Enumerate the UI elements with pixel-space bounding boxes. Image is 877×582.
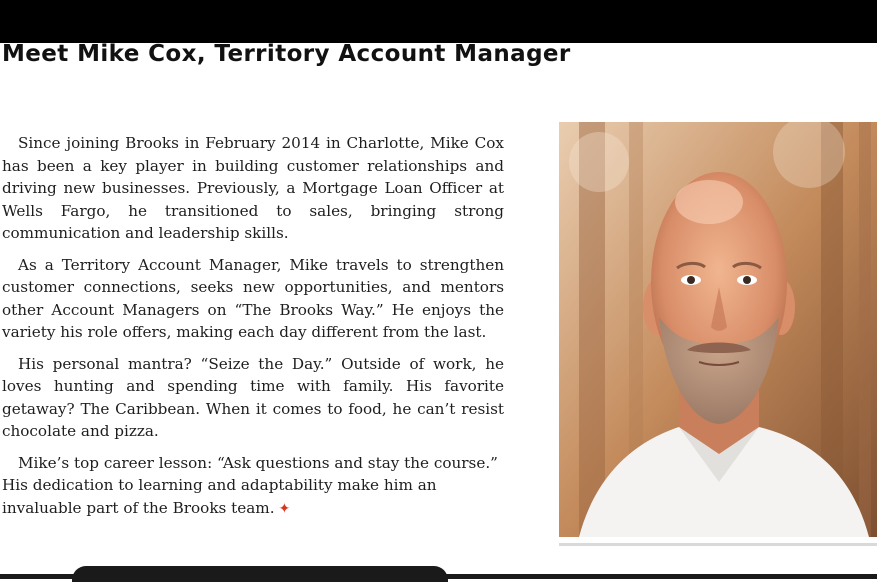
paragraph-2: As a Territory Account Manager, Mike travels to strengthen customer connections, seeks new opportunities, and mentors other Account Managers on “The Brooks Way.” He enjoys the variety his role offers, making each day different from the last.	[2, 255, 504, 341]
paragraph-4-text: Mike’s top career lesson: “Ask questions and stay the course.” His dedication to learning and adaptability make him an invaluable part of the Brooks team.	[2, 453, 498, 517]
paragraph-3: His personal mantra? “Seize the Day.” Outside of work, he loves hunting and spending time with family. His favorite getaway? The Caribbean. When it comes to food, he can’t resist chocolate and pizza.	[2, 354, 504, 440]
paragraph-4	[2, 452, 504, 521]
portrait-photo	[559, 122, 877, 537]
paragraph-1: Since joining Brooks in February 2014 in Charlotte, Mike Cox has been a key player in building customer relationships and driving new businesses. Previously, a Mortgage Loan Officer at Wells Fargo, he transitioned to sales, bringing strong communication and leadership skills.	[2, 134, 504, 242]
end-mark-icon: ✦	[278, 500, 291, 517]
photo-underline	[559, 543, 877, 546]
bottom-black-bar	[0, 574, 877, 579]
article-title: Meet Mike Cox, Territory Account Manager	[2, 41, 571, 67]
article-body	[2, 132, 504, 529]
top-black-bar	[0, 0, 877, 43]
portrait-illustration	[559, 122, 877, 537]
